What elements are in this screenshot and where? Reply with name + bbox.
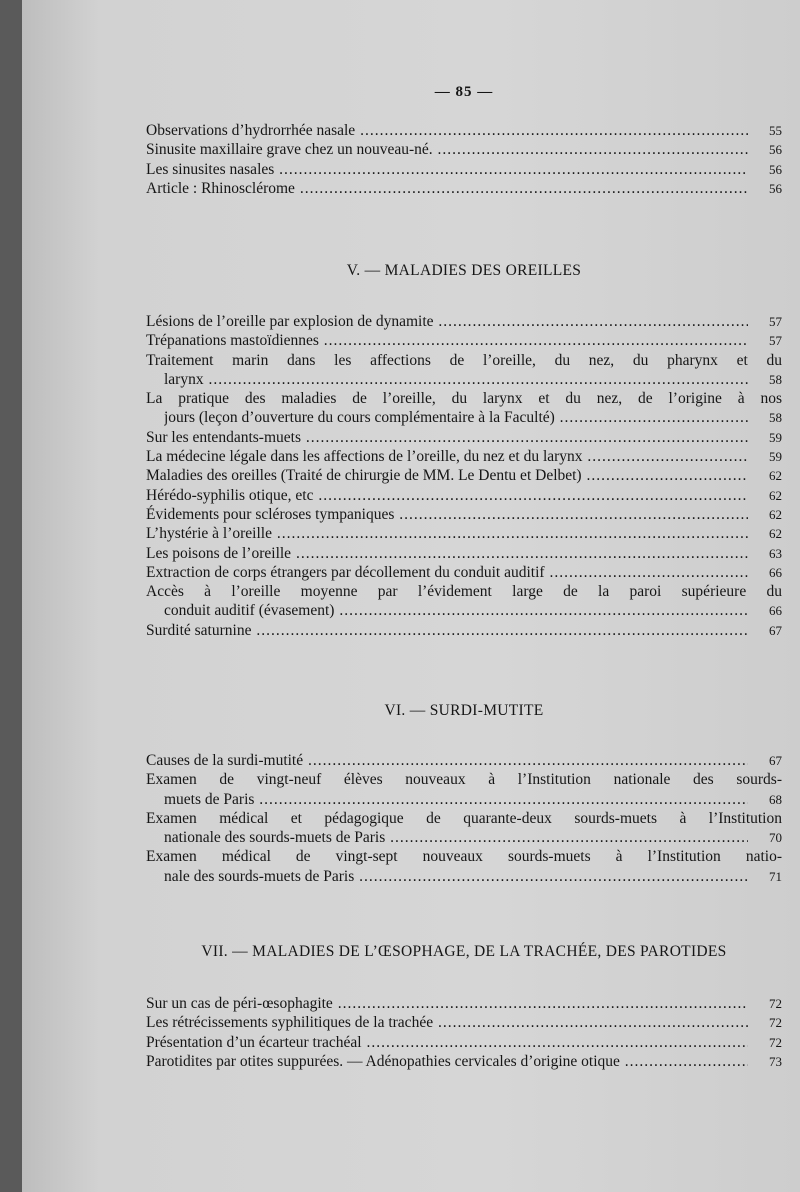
- entry-page: 55: [769, 123, 782, 138]
- entry-title: Extraction de corps étrangers par décollement du conduit auditif .....: [146, 563, 748, 582]
- section-heading: VI. — SURDI-MUTITE: [384, 702, 544, 719]
- entry-page: 66: [769, 564, 782, 580]
- entry-page: 68: [769, 791, 782, 807]
- entry-page: 66: [769, 603, 782, 619]
- toc-entry: [146, 179, 782, 198]
- book-page: [22, 0, 800, 1192]
- toc-entry: [146, 331, 782, 350]
- section-heading: V. — MALADIES DES OREILLES: [346, 262, 582, 279]
- section-heading: VII. — MALADIES DE L’ŒSOPHAGE, DE LA TRACHÉE, DES PAROTIDES: [201, 943, 727, 960]
- section-v-entries: [146, 312, 782, 640]
- entry-page: 59: [769, 429, 782, 445]
- entry-title: Présentation d’un écarteur trachéal .....: [146, 1033, 748, 1052]
- entry-title: larynx .....: [164, 370, 748, 389]
- toc-entry: [146, 563, 782, 582]
- section-vi-entries: [146, 751, 782, 886]
- entry-page: 57: [769, 333, 782, 349]
- entry-first-line: Examen médical et pédagogique de quarante-deux sourds-muets à l’Institution: [146, 809, 782, 827]
- entry-page: 71: [769, 868, 782, 884]
- entry-page: 63: [769, 545, 782, 561]
- entry-title: Sur les entendants-muets .....: [146, 428, 748, 447]
- entry-title: Hérédo-syphilis otique, etc .....: [146, 486, 748, 505]
- entry-page: 67: [769, 753, 782, 768]
- top-entries: [146, 121, 782, 198]
- entry-page: 67: [769, 622, 782, 638]
- toc-entry: [146, 751, 782, 770]
- toc-entry: [146, 867, 782, 886]
- toc-entry: [146, 160, 782, 179]
- entry-title: Observations d’hydrorrhée nasale .....: [146, 121, 748, 140]
- entry-title: jours (leçon d’ouverture du cours complémentaire à la Faculté) .....: [164, 408, 748, 427]
- entry-title: L’hystérie à l’oreille .....: [146, 524, 748, 543]
- entry-first-line: Examen de vingt-neuf élèves nouveaux à l’Institution nationale des sourds-: [146, 771, 782, 789]
- toc-entry: [146, 621, 782, 640]
- toc-entry: [146, 486, 782, 505]
- toc-entry: [146, 790, 782, 809]
- section-v: [146, 262, 782, 280]
- entry-title: Les sinusites nasales .....: [146, 160, 748, 179]
- toc-entry: [146, 370, 782, 389]
- entry-title: Évidements pour scléroses tympaniques .....: [146, 505, 748, 524]
- entry-title: Surdité saturnine .....: [146, 621, 748, 640]
- entry-title: Sur un cas de péri-œsophagite .....: [146, 994, 748, 1013]
- entry-page: 57: [769, 314, 782, 329]
- toc-entry: [146, 408, 782, 427]
- toc-entry: [146, 544, 782, 563]
- entry-page: 72: [769, 996, 782, 1011]
- entry-page: 62: [769, 487, 782, 503]
- section-vii-entries: [146, 994, 782, 1071]
- entry-title: muets de Paris .....: [164, 790, 748, 809]
- toc-entry: [146, 428, 782, 447]
- section-vii: [138, 943, 790, 961]
- entry-first-line: Traitement marin dans les affections de l’oreille, du nez, du pharynx et du: [146, 351, 782, 369]
- entry-title: Les poisons de l’oreille .....: [146, 544, 748, 563]
- entry-title: Trépanations mastoïdiennes .....: [146, 331, 748, 350]
- entry-title: nationale des sourds-muets de Paris .....: [164, 828, 748, 847]
- entry-title: Article : Rhinosclérome .....: [146, 179, 748, 198]
- toc-entry: [146, 601, 782, 620]
- toc-entry: [146, 828, 782, 847]
- entry-title: Parotidites par otites suppurées. — Adénopathies cervicales d’origine otique .....: [146, 1052, 748, 1071]
- entry-title: Sinusite maxillaire grave chez un nouveau-né. .....: [146, 140, 748, 159]
- page-number: — 85 —: [434, 84, 494, 100]
- entry-page: 56: [769, 142, 782, 158]
- entry-page: 62: [769, 526, 782, 542]
- entry-title: nale des sourds-muets de Paris .....: [164, 867, 748, 886]
- entry-page: 59: [769, 449, 782, 465]
- toc-entry: [146, 505, 782, 524]
- toc-entry: [146, 994, 782, 1013]
- entry-page: 70: [769, 830, 782, 846]
- entry-first-line: Examen médical de vingt-sept nouveaux sourds-muets à l’Institution natio-: [146, 848, 782, 866]
- entry-title: La médecine légale dans les affections de l’oreille, du nez et du larynx .....: [146, 447, 748, 466]
- entry-title: Les rétrécissements syphilitiques de la trachée .....: [146, 1013, 748, 1032]
- entry-page: 72: [769, 1015, 782, 1031]
- toc-entry: [146, 140, 782, 159]
- entry-page: 73: [769, 1053, 782, 1069]
- entry-page: 72: [769, 1034, 782, 1050]
- section-vi: [146, 702, 782, 720]
- entry-page: 56: [769, 161, 782, 177]
- toc-entry: [146, 1013, 782, 1032]
- toc-entry: [146, 312, 782, 331]
- entry-title: Causes de la surdi-mutité .....: [146, 751, 748, 770]
- entry-title: conduit auditif (évasement) .....: [164, 601, 748, 620]
- entry-title: Lésions de l’oreille par explosion de dynamite .....: [146, 312, 748, 331]
- toc-entry: [146, 1033, 782, 1052]
- toc-entry: [146, 121, 782, 140]
- entry-first-line: La pratique des maladies de l’oreille, du larynx et du nez, de l’origine à nos: [146, 390, 782, 408]
- entry-page: 62: [769, 468, 782, 484]
- entry-page: 56: [769, 180, 782, 196]
- toc-entry: [146, 466, 782, 485]
- toc-entry: [146, 447, 782, 466]
- toc-entry: [146, 524, 782, 543]
- entry-page: 62: [769, 506, 782, 522]
- entry-title: Maladies des oreilles (Traité de chirurgie de MM. Le Dentu et Delbet) .....: [146, 466, 748, 485]
- entry-first-line: Accès à l’oreille moyenne par l’évidement large de la paroi supérieure du: [146, 583, 782, 601]
- entry-page: 58: [769, 371, 782, 387]
- entry-page: 58: [769, 410, 782, 426]
- toc-entry: [146, 1052, 782, 1071]
